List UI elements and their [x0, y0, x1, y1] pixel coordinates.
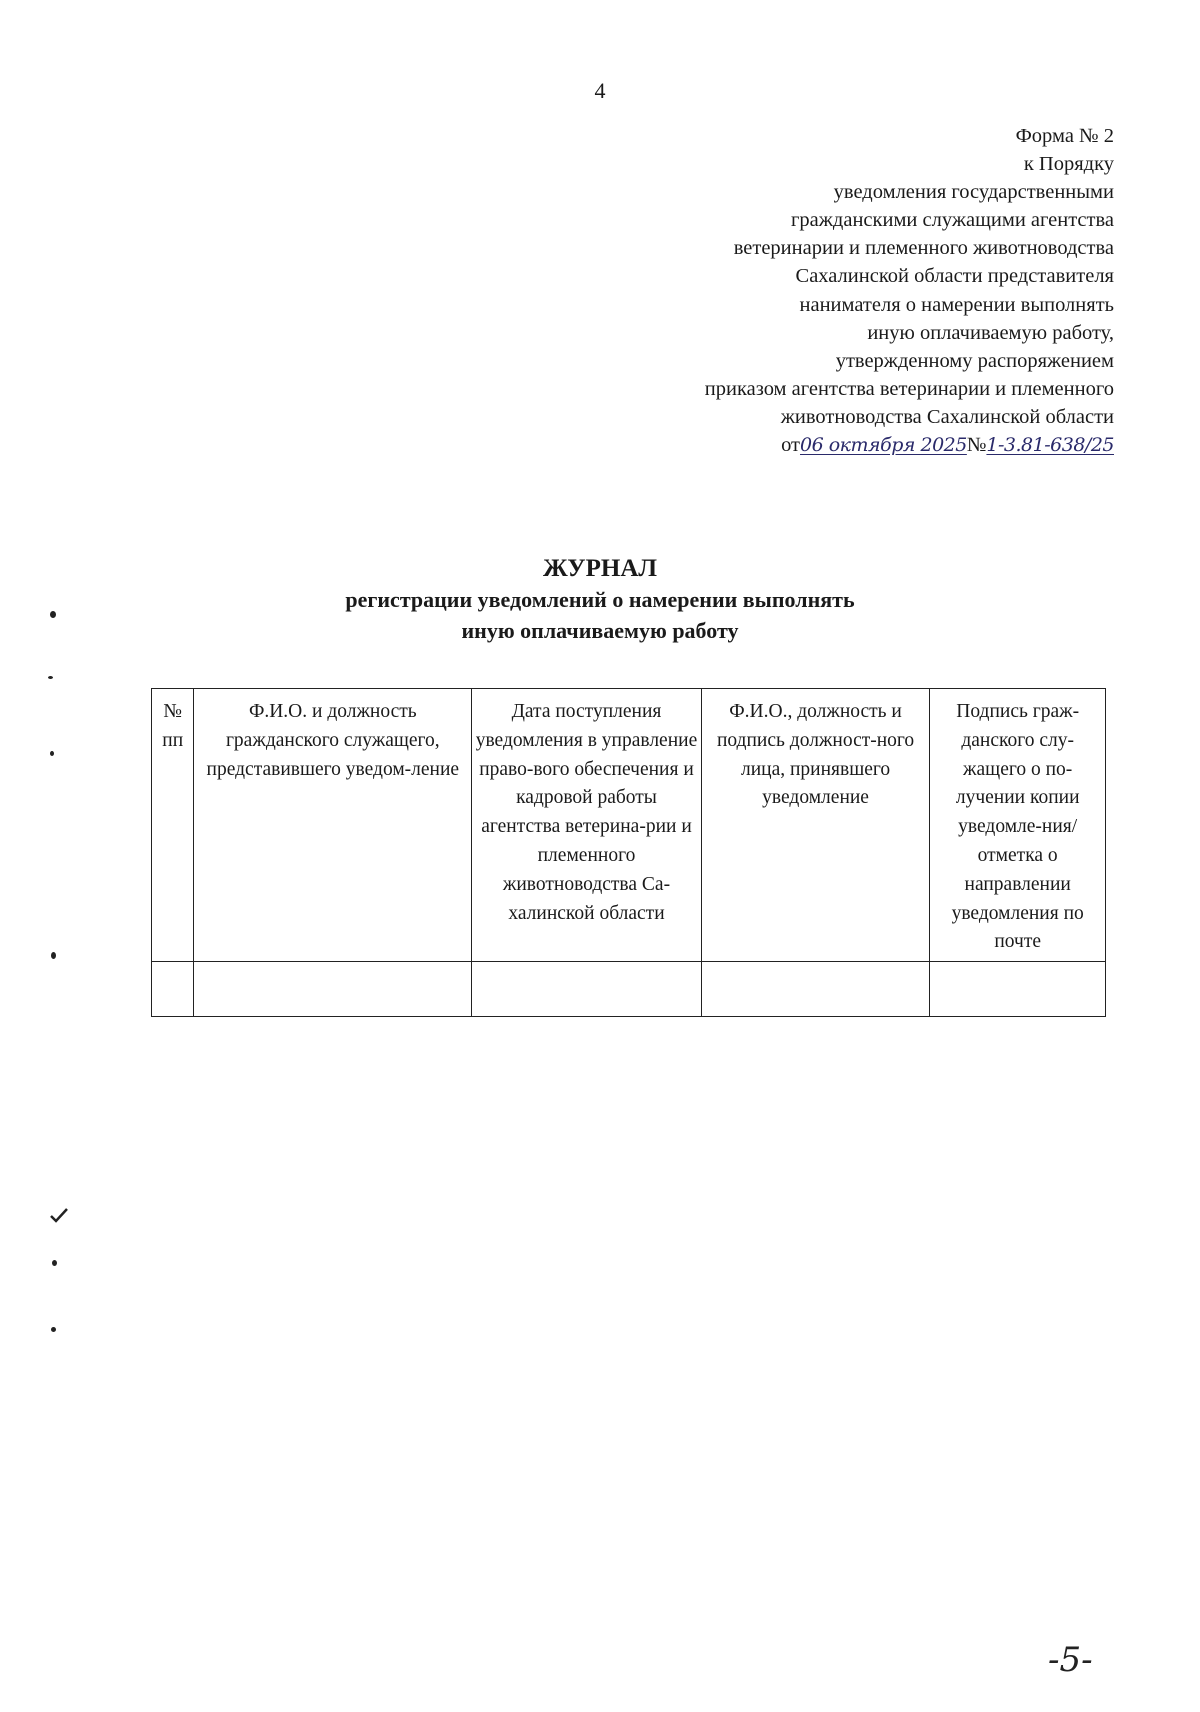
page-mark-handwritten: -5- [1048, 1640, 1093, 1680]
order-number-handwritten: 1-3.81-638/25 [986, 434, 1114, 457]
form-header [705, 122, 1114, 461]
header-form-number: Форма № 2 [1015, 125, 1114, 147]
table-cell [930, 962, 1106, 1017]
table-cell [152, 962, 194, 1017]
scan-speck [48, 676, 53, 679]
table-cell [472, 962, 702, 1017]
header-line: животноводства Сахалинской области [780, 405, 1114, 428]
order-reference [705, 431, 1114, 461]
table-cell [701, 962, 930, 1017]
header-line: приказом агентства ветеринарии и племенного [704, 377, 1114, 400]
order-prefix: от [781, 434, 801, 457]
header-line: к Порядку [1023, 153, 1114, 176]
registration-journal-table [151, 688, 1106, 1017]
scan-speck [51, 952, 56, 959]
column-header-receiving-official: Ф.И.О., должность и подпись должност-ного лица, принявшего уведомление [701, 689, 930, 962]
order-date-handwritten: 06 октября 2025 [800, 434, 967, 457]
header-line: ветеринарии и племенного животноводства [733, 237, 1114, 260]
column-header-receipt-date: Дата поступления уведомления в управление право-вого обеспечения и кадровой работы агентства ветерина-рии и племенного животноводства Са-халинской области [472, 689, 702, 962]
header-line: иную оплачиваемую работу, [867, 321, 1114, 344]
scan-speck [50, 611, 56, 618]
header-line: гражданскими служащими агентства [791, 209, 1114, 232]
header-line: утвержденному распоряжением [835, 349, 1114, 372]
scan-speck [51, 1327, 56, 1332]
scan-speck [50, 751, 54, 756]
header-line: уведомления государственными [833, 181, 1114, 204]
column-header-employee: Ф.И.О. и должность гражданского служащего, представившего уведом-ление [194, 689, 472, 962]
header-line: Сахалинской области представителя [795, 265, 1114, 288]
page-number: 4 [594, 78, 606, 103]
title-subtitle-line1: регистрации уведомлений о намерении выполнять [345, 587, 855, 612]
table-header-row [152, 689, 1106, 962]
document-title [0, 553, 1200, 646]
order-number-label: № [966, 434, 987, 457]
table-row [152, 962, 1106, 1017]
header-line: нанимателя о намерении выполнять [799, 293, 1114, 316]
title-subtitle-line2: иную оплачиваемую работу [461, 618, 739, 643]
margin-check-mark [48, 1205, 70, 1227]
table-cell [194, 962, 472, 1017]
scan-speck [52, 1260, 57, 1266]
title-main: ЖУРНАЛ [542, 555, 658, 582]
column-header-signature: Подпись граж-данского слу-жащего о по-лучении копии уведомле-ния/отметка о направлении уведомления по почте [930, 689, 1106, 962]
column-header-number: № пп [152, 689, 194, 962]
